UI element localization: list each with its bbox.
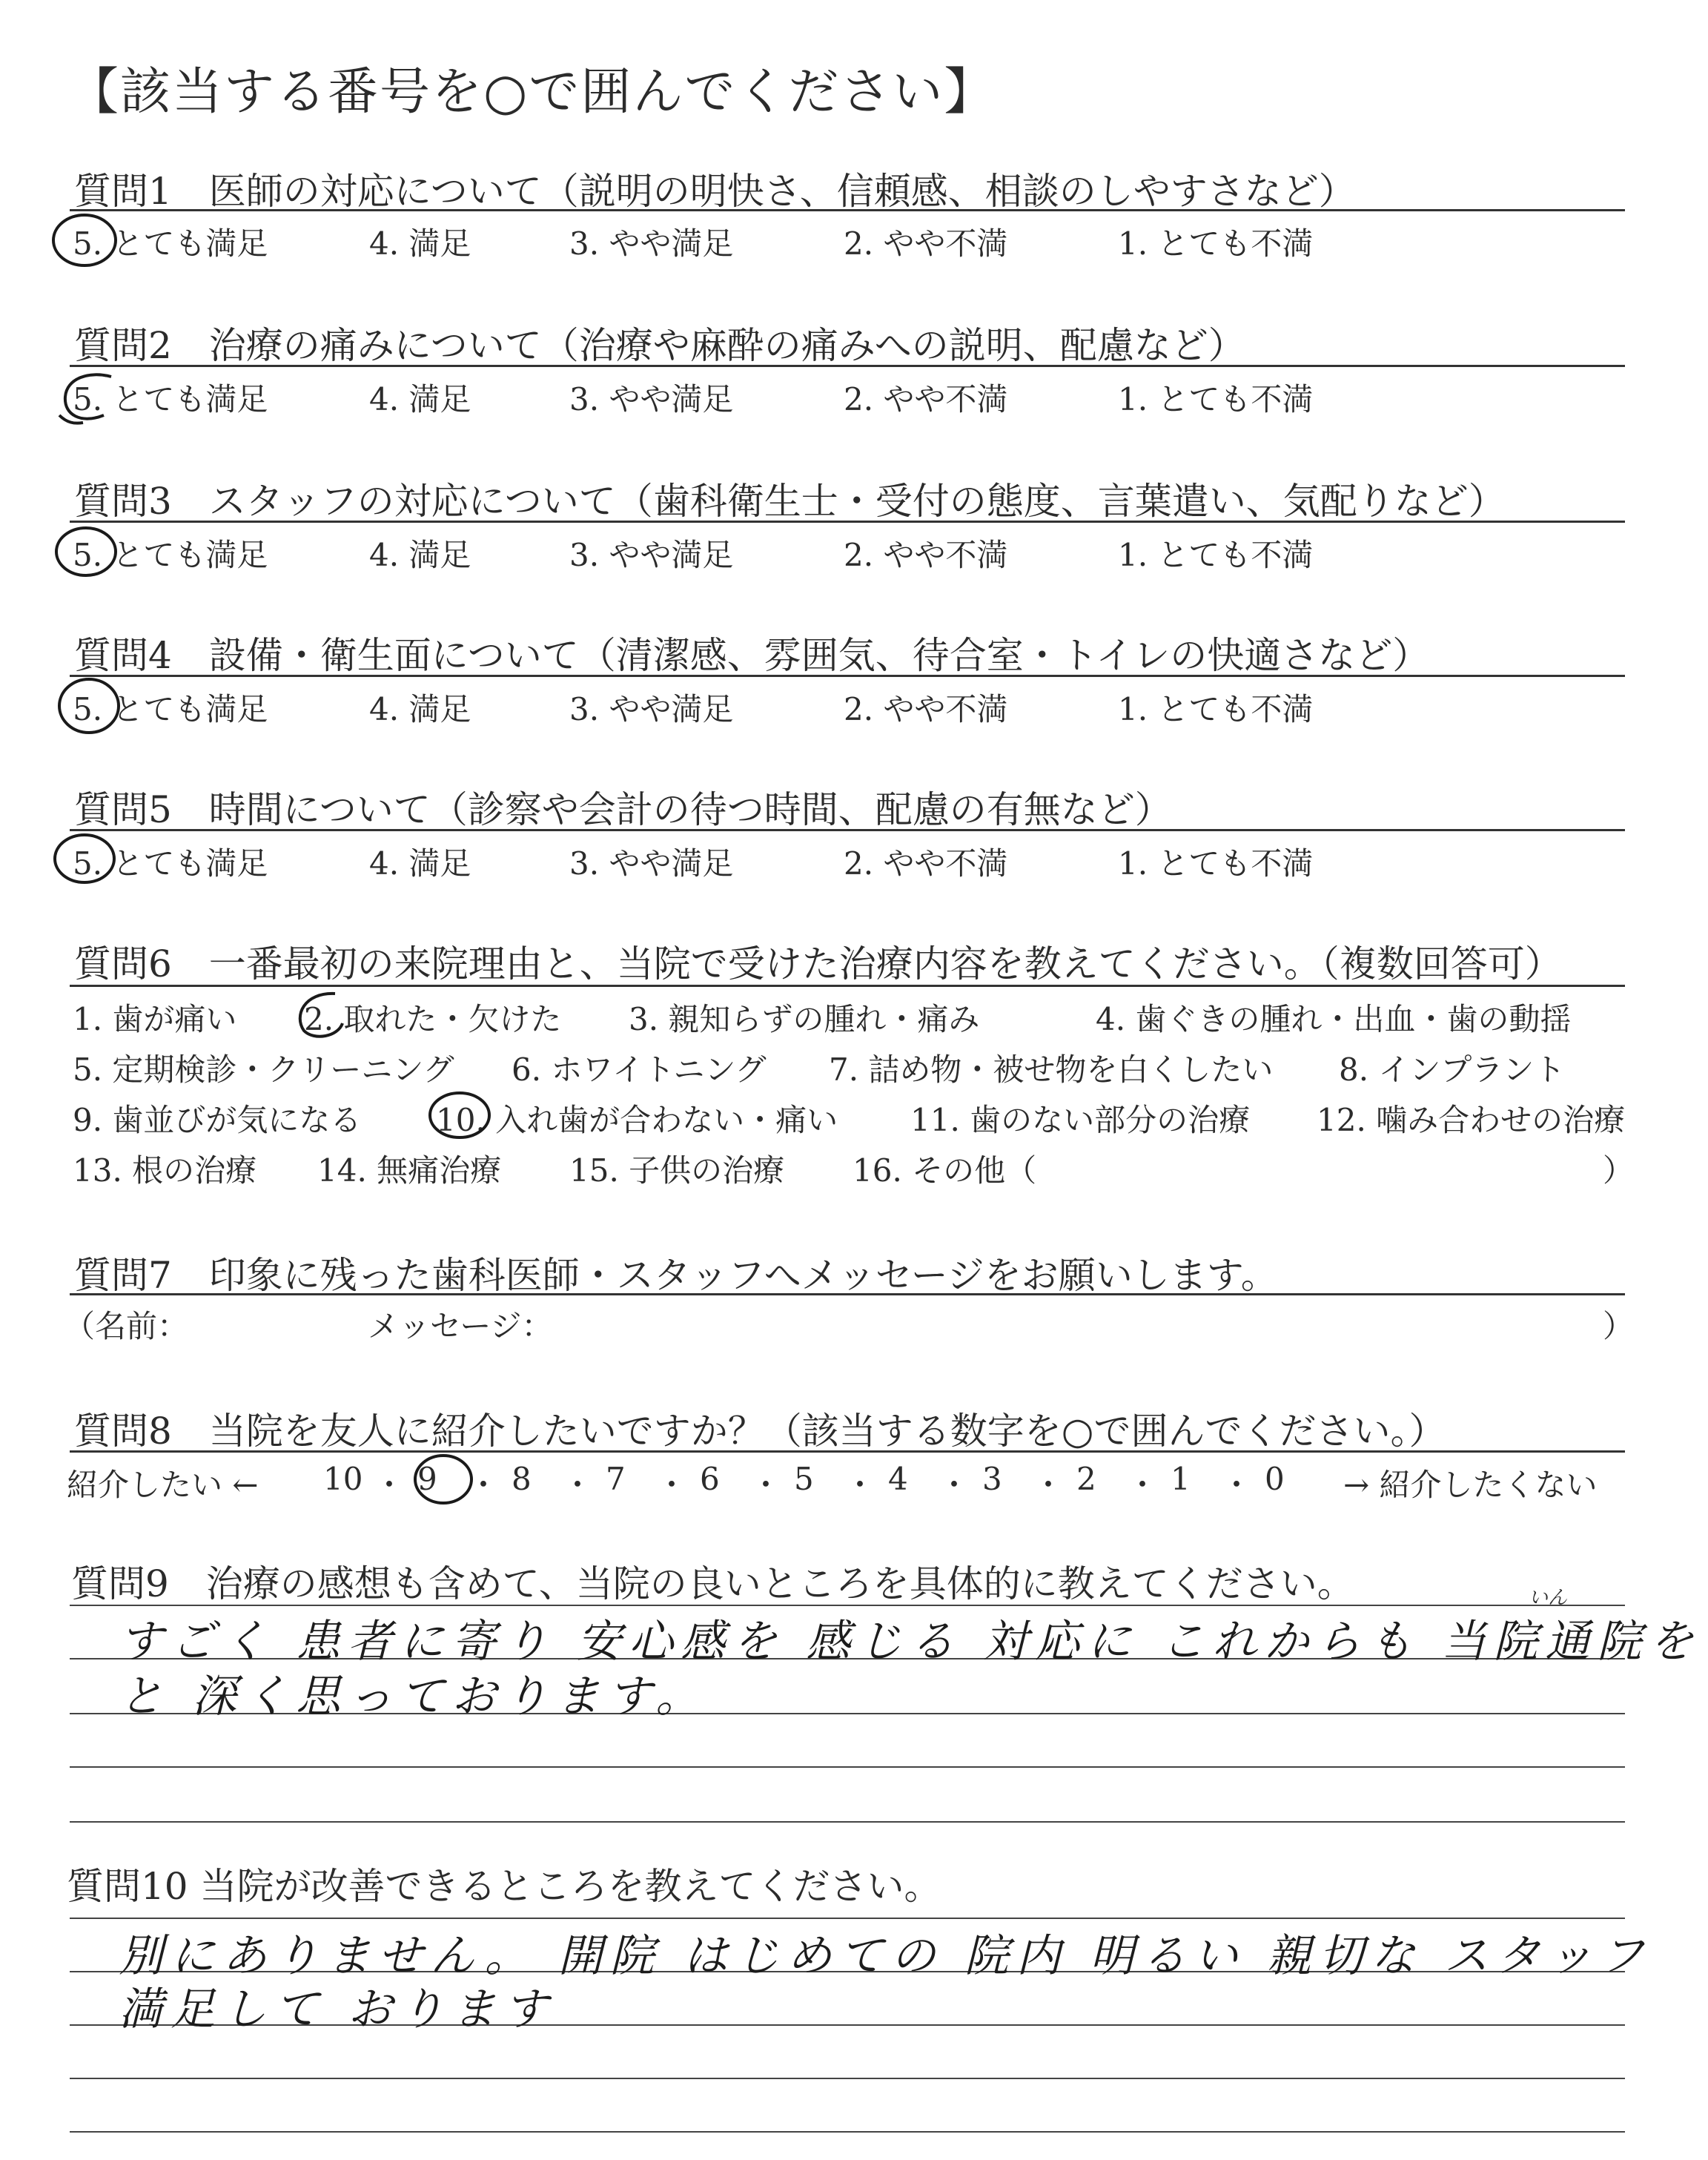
reason-option[interactable]: 5. 定期検診・クリーニング xyxy=(73,1051,454,1088)
question-title: 質問2 治療の痛みについて（治療や麻酔の痛みへの説明、配慮など） xyxy=(74,324,1245,367)
option-4[interactable]: 4. 満足 xyxy=(369,691,471,727)
scale-value-8[interactable]: 8 xyxy=(512,1461,532,1497)
scale-value-1[interactable]: 1 xyxy=(1171,1461,1191,1497)
reason-option[interactable]: 1. 歯が痛い xyxy=(73,1001,237,1037)
option-3[interactable]: 3. やや満足 xyxy=(569,225,734,262)
scale-value-10[interactable]: 10 xyxy=(323,1461,363,1497)
handwritten-answer-line[interactable]: と 深く思っております。 xyxy=(119,1671,708,1723)
selection-circle xyxy=(415,1456,471,1503)
question-title: 質問6 一番最初の来院理由と、当院で受けた治療内容を教えてください。（複数回答可） xyxy=(74,942,1562,985)
scale-value-4[interactable]: 4 xyxy=(888,1461,908,1497)
option-2[interactable]: 2. やや不満 xyxy=(844,225,1008,262)
selection-circle xyxy=(53,215,116,265)
option-5[interactable]: 5. とても満足 xyxy=(73,381,268,417)
selection-circle xyxy=(59,679,119,733)
question-title: 質問10 当院が改善できるところを教えてください。 xyxy=(67,1865,941,1908)
option-5[interactable]: 5. とても満足 xyxy=(73,225,268,262)
message-close-paren: ） xyxy=(1603,1308,1635,1344)
handwritten-answer-line[interactable]: 別にありません。 開院 はじめての 院内 明るい 親切な スタッフ xyxy=(119,1930,1652,1982)
question-title: 質問4 設備・衛生面について（清潔感、雰囲気、待合室・トイレの快適さなど） xyxy=(74,634,1430,677)
ruby-annotation: いん xyxy=(1529,1587,1568,1609)
reason-option[interactable]: 15. 子供の治療 xyxy=(569,1152,785,1189)
option-4[interactable]: 4. 満足 xyxy=(369,845,471,882)
option-3[interactable]: 3. やや満足 xyxy=(569,381,734,417)
scale-separator: ・ xyxy=(1221,1467,1253,1503)
option-1[interactable]: 1. とても不満 xyxy=(1118,691,1314,727)
question-title: 質問7 印象に残った歯科医師・スタッフへメッセージをお願いします。 xyxy=(74,1254,1278,1297)
scale-value-3[interactable]: 3 xyxy=(982,1461,1002,1497)
option-1[interactable]: 1. とても不満 xyxy=(1118,225,1314,262)
selection-circle xyxy=(55,835,114,882)
option-3[interactable]: 3. やや満足 xyxy=(569,537,734,573)
reason-option[interactable]: 6. ホワイトニング xyxy=(512,1051,767,1088)
option-2[interactable]: 2. やや不満 xyxy=(844,845,1008,882)
name-label: （名前： xyxy=(64,1308,189,1344)
other-close-paren: ） xyxy=(1603,1152,1635,1189)
scale-separator: ・ xyxy=(1127,1467,1159,1503)
reason-option[interactable]: 3. 親知らずの腫れ・痛み xyxy=(629,1001,980,1037)
reason-option[interactable]: 13. 根の治療 xyxy=(73,1152,257,1189)
recommend-label: 紹介したい ← xyxy=(67,1467,259,1503)
scale-separator: ・ xyxy=(844,1467,876,1503)
scale-value-5[interactable]: 5 xyxy=(794,1461,814,1497)
option-2[interactable]: 2. やや不満 xyxy=(844,691,1008,727)
question-title: 質問5 時間について（診察や会計の待つ時間、配慮の有無など） xyxy=(74,788,1172,831)
handwritten-answer-line[interactable]: すごく 患者に寄り 安心感を 感じる 対応に これからも 当院通院を xyxy=(119,1616,1701,1668)
scale-value-0[interactable]: 0 xyxy=(1265,1461,1285,1497)
question-title: 質問8 当院を友人に紹介したいですか？（該当する数字を○で囲んでください。） xyxy=(74,1410,1446,1453)
reason-option[interactable]: 4. 歯ぐきの腫れ・出血・歯の動揺 xyxy=(1096,1001,1572,1037)
option-4[interactable]: 4. 満足 xyxy=(369,537,471,573)
scale-separator: ・ xyxy=(750,1467,782,1503)
scale-value-6[interactable]: 6 xyxy=(700,1461,720,1497)
question-title: 質問3 スタッフの対応について（歯科衛生士・受付の態度、言葉遣い、気配りなど） xyxy=(74,480,1506,523)
scale-value-2[interactable]: 2 xyxy=(1076,1461,1096,1497)
option-3[interactable]: 3. やや満足 xyxy=(569,691,734,727)
option-4[interactable]: 4. 満足 xyxy=(369,381,471,417)
reason-option[interactable]: 10. 入れ歯が合わない・痛い xyxy=(436,1102,838,1138)
not-recommend-label: → 紹介したくない xyxy=(1343,1467,1598,1503)
option-2[interactable]: 2. やや不満 xyxy=(844,381,1008,417)
reason-option[interactable]: 12. 噛み合わせの治療 xyxy=(1317,1102,1626,1138)
option-4[interactable]: 4. 満足 xyxy=(369,225,471,262)
selection-circle xyxy=(430,1093,489,1137)
scale-value-9[interactable]: 9 xyxy=(417,1461,437,1497)
scale-value-7[interactable]: 7 xyxy=(606,1461,626,1497)
question-title: 質問1 医師の対応について（説明の明快さ、信頼感、相談のしやすさなど） xyxy=(74,170,1356,213)
option-1[interactable]: 1. とても不満 xyxy=(1118,845,1314,882)
option-1[interactable]: 1. とても不満 xyxy=(1118,537,1314,573)
scale-separator: ・ xyxy=(562,1467,594,1503)
option-5[interactable]: 5. とても満足 xyxy=(73,845,268,882)
reason-option[interactable]: 7. 詰め物・被せ物を白くしたい xyxy=(829,1051,1274,1088)
reason-option[interactable]: 8. インプラント xyxy=(1339,1051,1566,1088)
option-3[interactable]: 3. やや満足 xyxy=(569,845,734,882)
option-1[interactable]: 1. とても不満 xyxy=(1118,381,1314,417)
handwritten-answer-line[interactable]: 満足して おります xyxy=(119,1984,556,2035)
scale-separator: ・ xyxy=(656,1467,688,1503)
option-2[interactable]: 2. やや不満 xyxy=(844,537,1008,573)
option-5[interactable]: 5. とても満足 xyxy=(73,537,268,573)
message-label: メッセージ： xyxy=(368,1308,553,1344)
reason-option[interactable]: 2. 取れた・欠けた xyxy=(304,1001,562,1037)
form-header: 【該当する番号を○で囲んでください】 xyxy=(68,63,996,122)
reason-option[interactable]: 14. 無痛治療 xyxy=(317,1152,502,1189)
option-5[interactable]: 5. とても満足 xyxy=(73,691,268,727)
selection-circle xyxy=(300,994,342,1037)
scale-separator: ・ xyxy=(374,1467,406,1503)
reason-option-other[interactable]: 16. その他（ xyxy=(853,1152,1037,1189)
scale-separator: ・ xyxy=(1033,1467,1065,1503)
selection-circle xyxy=(59,374,111,423)
selection-circle xyxy=(56,528,116,575)
reason-option[interactable]: 11. 歯のない部分の治療 xyxy=(910,1102,1251,1138)
scale-separator: ・ xyxy=(468,1467,500,1503)
question-title: 質問9 治療の感想も含めて、当院の良いところを具体的に教えてください。 xyxy=(71,1562,1354,1605)
reason-option[interactable]: 9. 歯並びが気になる xyxy=(73,1102,362,1138)
scale-separator: ・ xyxy=(939,1467,970,1503)
